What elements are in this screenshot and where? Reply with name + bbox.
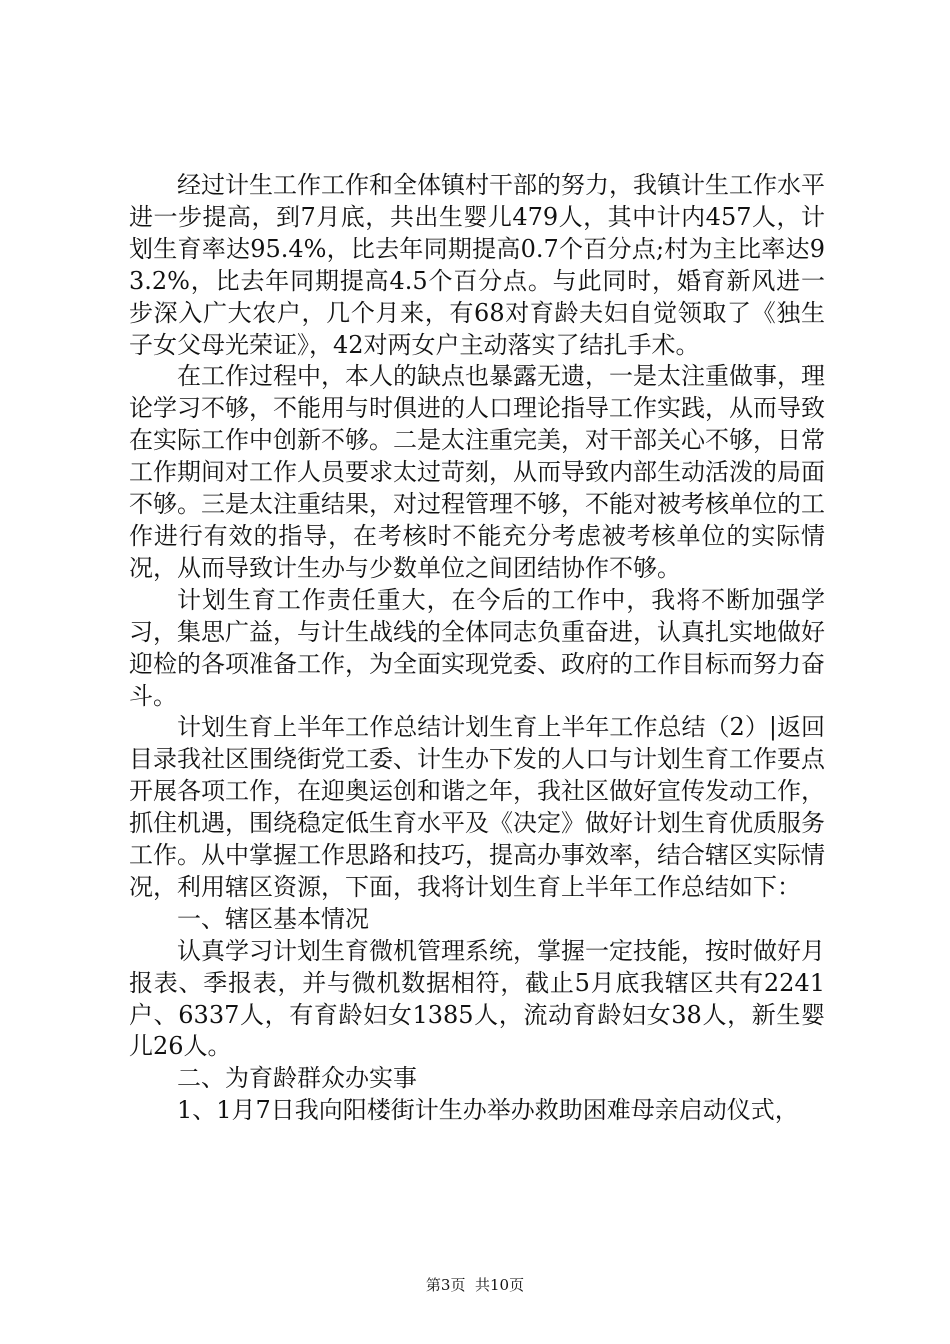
paragraph-future-plan: 计划生育工作责任重大，在今后的工作中，我将不断加强学习，集思广益，与计生战线的全体同志负重奋进，认真扎实地做好迎检的各项准备工作，为全面实现党委、政府的工作目标而努力奋斗。 [129,585,825,710]
page-footer: 第3页 共10页 [425,1276,525,1294]
paragraph-service-item-1: 1、1月7日我向阳楼街计生办举办救助困难母亲启动仪式， [177,1096,799,1125]
document-body [129,170,825,1127]
paragraph-summary-2-intro: 计划生育上半年工作总结计划生育上半年工作总结（2）|返回目录我社区围绕街党工委、计生办下发的人口与计划生育工作要点开展各项工作，在迎奥运创和谐之年，我社区做好宣传发动工作，抓住机遇，围绕稳定低生育水平及《决定》做好计划生育优质服务工作。从中掌握工作思路和技巧，提高办事效率，结合辖区实际情况，利用辖区资源，下面，我将计划生育上半年工作总结如下： [129,713,825,901]
paragraph-achievements: 经过计生工作工作和全体镇村干部的努力，我镇计生工作水平进一步提高，到7月底，共出生婴儿479人，其中计内457人，计划生育率达95.4%，比去年同期提高0.7个百分点;村为主比率达93.2%，比去年同期提高4.5个百分点。与此同时，婚育新风进一步深入广大农户，几个月来，有68对育龄夫妇自觉领取了《独生子女父母光荣证》，42对两女户主动落实了结扎手术。 [129,171,825,359]
section-heading-district-info: 一、辖区基本情况 [177,904,369,933]
paragraph-district-info: 认真学习计划生育微机管理系统，掌握一定技能，按时做好月报表、季报表，并与微机数据相符，截止5月底我辖区共有2241户、6337人，有育龄妇女1385人，流动育龄妇女38人，新生婴儿26人。 [129,936,825,1061]
paragraph-shortcomings: 在工作过程中，本人的缺点也暴露无遗，一是太注重做事，理论学习不够，不能用与时俱进的人口理论指导工作实践，从而导致在实际工作中创新不够。二是太注重完美，对干部关心不够，日常工作期间对工作人员要求太过苛刻，从而导致内部生动活泼的局面不够。三是太注重结果，对过程管理不够，不能对被考核单位的工作进行有效的指导，在考核时不能充分考虑被考核单位的实际情况，从而导致计生办与少数单位之间团结协作不够。 [129,362,825,582]
section-heading-services: 二、为育龄群众办实事 [177,1064,417,1093]
